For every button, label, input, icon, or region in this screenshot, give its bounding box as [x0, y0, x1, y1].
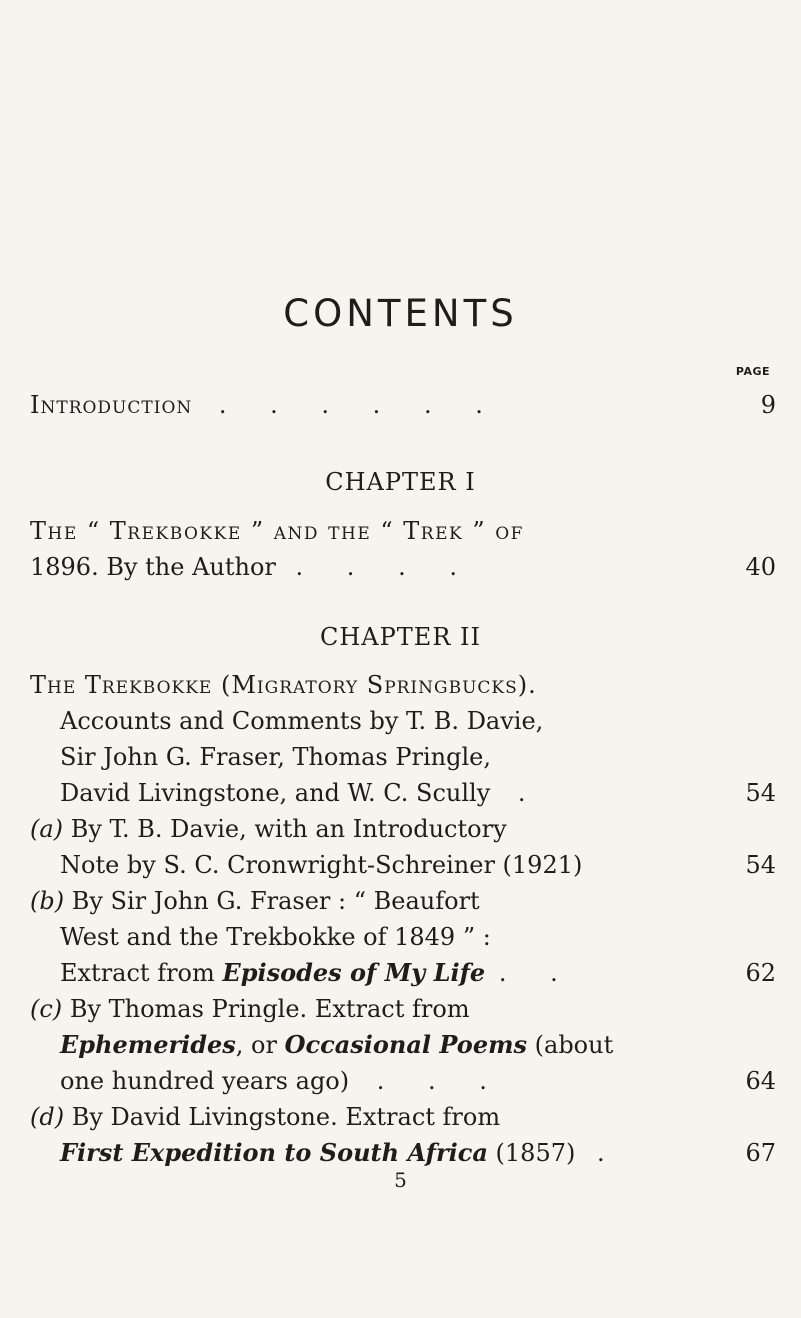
- chapter-2-entry-b-line-1[interactable]: [30, 886, 480, 916]
- page-title: CONTENTS: [283, 292, 518, 335]
- chapter-1-author-text: 1896. By the Author: [30, 553, 276, 581]
- chapter-2-entry-b-line-3: [60, 958, 576, 988]
- chapter-1-title-line[interactable]: The “ Trekbokke ” and the “ Trek ” of: [30, 517, 524, 545]
- introduction-dots: . . . . . .: [218, 391, 501, 419]
- entry-b-label: (b): [30, 887, 65, 915]
- folio-page-number: 5: [394, 1168, 407, 1192]
- entry-c-line-1-text: By Thomas Pringle. Extract from: [69, 995, 470, 1023]
- entry-d-line-2-post: (1857): [495, 1139, 576, 1167]
- chapter-1-heading: CHAPTER I: [325, 468, 476, 496]
- chapter-2-desc-page-number: 54: [745, 779, 776, 807]
- entry-d-dots: .: [597, 1139, 605, 1167]
- chapter-2-entry-d-line-1[interactable]: [30, 1102, 500, 1132]
- chapter-1-dots: . . . .: [295, 553, 475, 581]
- entry-c-line-2-post: (about: [534, 1031, 614, 1059]
- chapter-2-desc-line-3: [60, 778, 526, 808]
- entry-b-line-3-prefix: Extract from: [60, 959, 215, 987]
- chapter-2-heading: CHAPTER II: [320, 623, 481, 651]
- chapter-2-desc-line-3-text: David Livingstone, and W. C. Scully: [60, 779, 491, 807]
- chapter-2-title-line[interactable]: The Trekbokke (Migratory Springbucks).: [30, 671, 537, 699]
- entry-c-dots: . . .: [376, 1067, 505, 1095]
- entry-a-page-number: 54: [745, 851, 776, 879]
- chapter-2-desc-line-1: Accounts and Comments by T. B. Davie,: [60, 707, 544, 735]
- entry-a-line-1-text: By T. B. Davie, with an Introductory: [70, 815, 507, 843]
- entry-d-label: (d): [30, 1103, 65, 1131]
- chapter-2-entry-c-line-2: [60, 1030, 613, 1060]
- entry-b-dots: . .: [498, 959, 576, 987]
- entry-c-line-2-mid: , or: [235, 1031, 277, 1059]
- entry-c-book-title-1: Ephemerides: [60, 1030, 236, 1059]
- chapter-2-entry-c-line-3: [60, 1066, 505, 1096]
- toc-entry-introduction[interactable]: [30, 390, 501, 420]
- chapter-2-entry-a-line-2: Note by S. C. Cronwright-Schreiner (1921): [60, 851, 583, 879]
- page-column-label: PAGE: [735, 365, 770, 378]
- entry-d-page-number: 67: [745, 1139, 776, 1167]
- entry-c-page-number: 64: [745, 1067, 776, 1095]
- chapter-1-page-number: 40: [745, 553, 776, 581]
- chapter-2-entry-a-line-1[interactable]: [30, 814, 507, 844]
- introduction-page-number: 9: [760, 391, 776, 419]
- chapter-1-author-line[interactable]: [30, 552, 475, 582]
- chapter-2-entry-c-line-1[interactable]: [30, 994, 470, 1024]
- chapter-2-desc-line-2: Sir John G. Fraser, Thomas Pringle,: [60, 743, 492, 771]
- entry-d-book-title: First Expedition to South Africa: [60, 1138, 488, 1167]
- entry-c-book-title-2: Occasional Poems: [284, 1030, 527, 1059]
- chapter-2-desc-dots: .: [517, 779, 526, 807]
- chapter-2-entry-d-line-2: [60, 1138, 605, 1168]
- entry-c-line-3-text: one hundred years ago): [60, 1067, 350, 1095]
- entry-c-label: (c): [30, 995, 63, 1023]
- entry-b-line-1-text: By Sir John G. Fraser : “ Beaufort: [71, 887, 480, 915]
- entry-b-book-title: Episodes of My Life: [222, 958, 486, 987]
- introduction-title: Introduction: [30, 391, 193, 419]
- entry-b-page-number: 62: [745, 959, 776, 987]
- entry-d-line-1-text: By David Livingstone. Extract from: [71, 1103, 501, 1131]
- entry-a-label: (a): [30, 815, 64, 843]
- chapter-2-entry-b-line-2: West and the Trekbokke of 1849 ” :: [60, 923, 491, 951]
